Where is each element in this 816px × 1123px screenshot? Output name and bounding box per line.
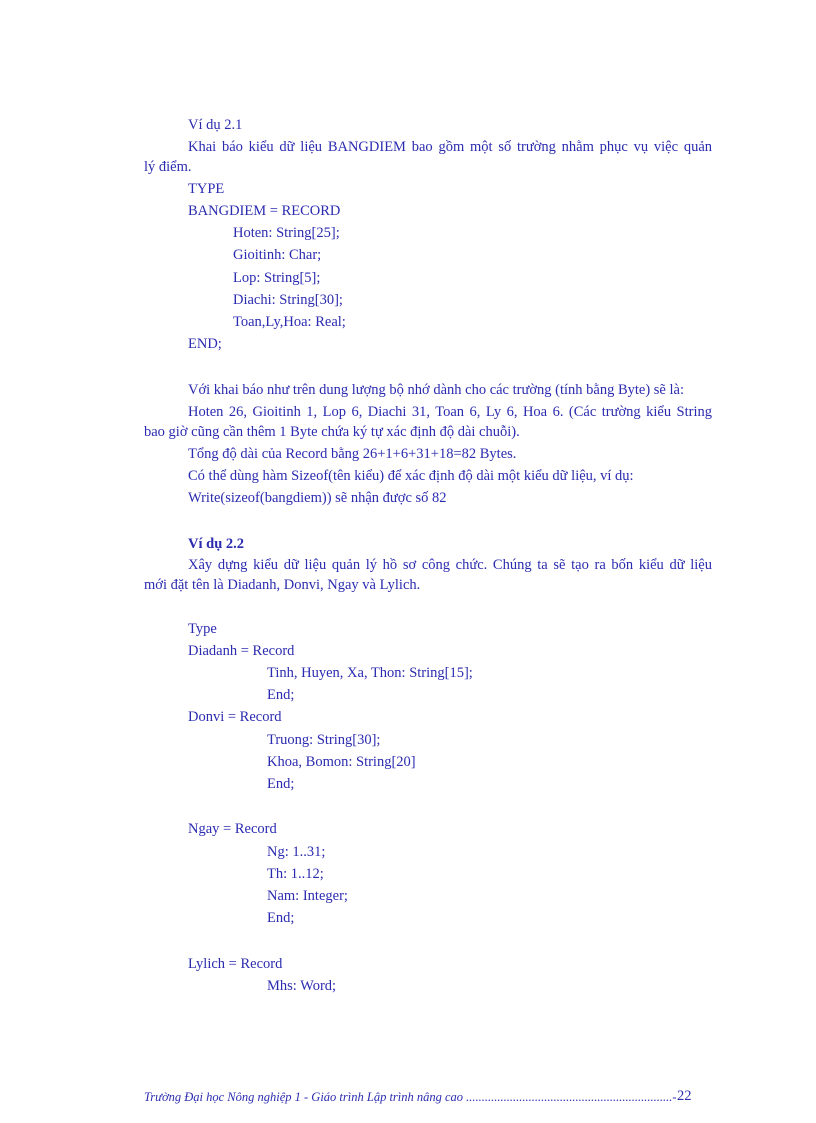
paragraph-line: Với khai báo như trên dung lượng bộ nhớ dành cho các trường (tính bằng Byte) sẽ là: bbox=[188, 382, 684, 398]
code-line: Ng: 1..31; bbox=[267, 844, 326, 860]
page-footer: Trường Đại học Nông nghiệp 1 - Giáo trình Lập trình nâng cao ..................................................................- bbox=[144, 1090, 677, 1104]
code-line: END; bbox=[188, 336, 222, 352]
paragraph-line: Khai báo kiểu dữ liệu BANGDIEM bao gồm một số trường nhằm phục vụ việc quản bbox=[188, 139, 712, 155]
paragraph-line: Tổng độ dài của Record bằng 26+1+6+31+18=82 Bytes. bbox=[188, 446, 517, 462]
paragraph-line: lý điểm. bbox=[144, 159, 192, 175]
code-line: Th: 1..12; bbox=[267, 866, 324, 882]
code-line: Donvi = Record bbox=[188, 709, 282, 725]
code-line: Khoa, Bomon: String[20] bbox=[267, 754, 416, 770]
code-line: Toan,Ly,Hoa: Real; bbox=[233, 314, 346, 330]
code-line: End; bbox=[267, 687, 295, 703]
paragraph-line: Xây dựng kiểu dữ liệu quản lý hồ sơ công chức. Chúng ta sẽ tạo ra bốn kiểu dữ liệu bbox=[188, 557, 712, 573]
code-line: Diadanh = Record bbox=[188, 643, 295, 659]
paragraph-line: Có thể dùng hàm Sizeof(tên kiểu) để xác định độ dài một kiểu dữ liệu, ví dụ: bbox=[188, 468, 634, 484]
code-line: Nam: Integer; bbox=[267, 888, 348, 904]
code-line: Type bbox=[188, 621, 217, 637]
code-line: TYPE bbox=[188, 181, 225, 197]
code-line: Tinh, Huyen, Xa, Thon: String[15]; bbox=[267, 665, 473, 681]
code-line: Lylich = Record bbox=[188, 956, 283, 972]
code-line: Hoten: String[25]; bbox=[233, 225, 340, 241]
code-line: Ngay = Record bbox=[188, 821, 277, 837]
code-line: Diachi: String[30]; bbox=[233, 292, 343, 308]
paragraph-line: bao giờ cũng cần thêm 1 Byte chứa ký tự xác định độ dài chuỗi). bbox=[144, 424, 520, 440]
code-line: Lop: String[5]; bbox=[233, 270, 321, 286]
example-heading: Ví dụ 2.2 bbox=[188, 536, 245, 552]
code-line: Truong: String[30]; bbox=[267, 732, 381, 748]
code-line: BANGDIEM = RECORD bbox=[188, 203, 341, 219]
code-line: End; bbox=[267, 910, 295, 926]
example-heading: Ví dụ 2.1 bbox=[188, 117, 243, 133]
code-line: Mhs: Word; bbox=[267, 978, 337, 994]
code-line: End; bbox=[267, 776, 295, 792]
paragraph-line: Write(sizeof(bangdiem)) sẽ nhận được số 82 bbox=[188, 490, 447, 506]
paragraph-line: mới đặt tên là Diadanh, Donvi, Ngay và Lylich. bbox=[144, 577, 421, 593]
code-line: Gioitinh: Char; bbox=[233, 247, 322, 263]
page-number: 22 bbox=[677, 1088, 692, 1104]
paragraph-line: Hoten 26, Gioitinh 1, Lop 6, Diachi 31, Toan 6, Ly 6, Hoa 6. (Các trường kiểu String bbox=[188, 404, 712, 420]
